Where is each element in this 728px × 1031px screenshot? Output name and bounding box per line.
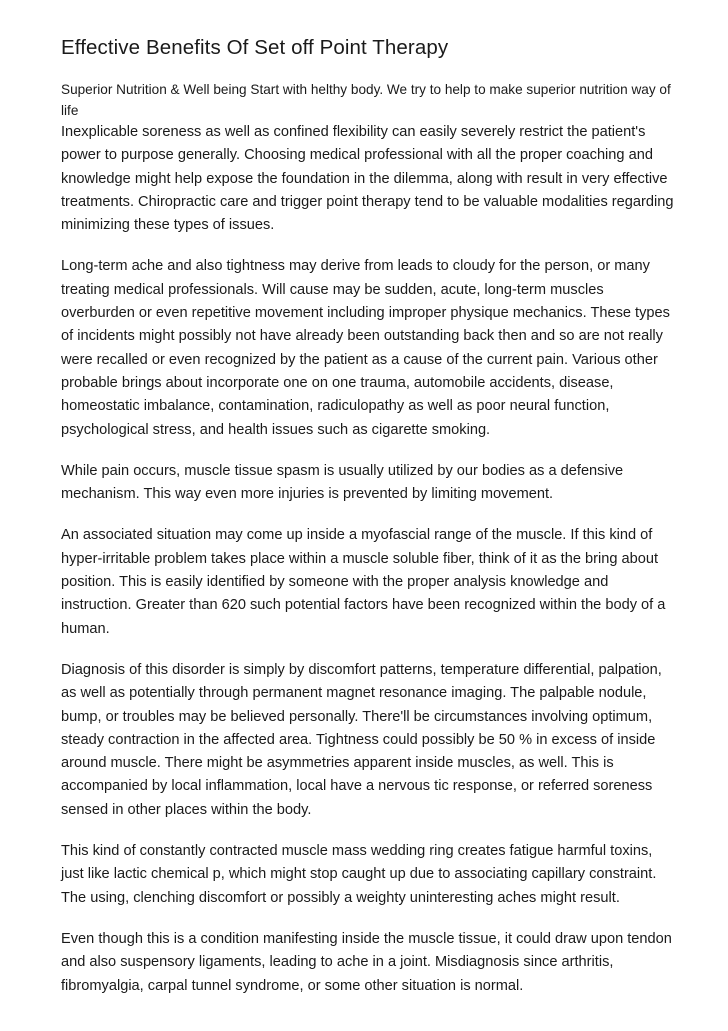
- paragraph-2: Long-term ache and also tightness may derive from leads to cloudy for the person, or many treating medical professionals. Will cause may be sudden, acute, long-term muscles overburden or even repetitive movement including improper physique mechanics. These types of incidents might possibly not have already been outstanding back then and so are not really were recalled or even recognized by the patient as a cause of the current pain. Various other probable brings about incorporate one on one trauma, automobile accidents, disease, homeostatic imbalance, contamination, radiculopathy as well as poor neural function, psychological stress, and health issues such as cigarette smoking.: [61, 258, 670, 438]
- document-title: Effective Benefits Of Set off Point Therapy: [61, 36, 449, 59]
- paragraph-6: This kind of constantly contracted muscle mass wedding ring creates fatigue harmful toxins, just like lactic chemical p, which might stop caught up due to associating capillary constraint. The using, clenching discomfort or possibly a weighty uninteresting aches might result.: [61, 843, 657, 906]
- paragraph-7: Even though this is a condition manifesting inside the muscle tissue, it could draw upon tendon and also suspensory ligaments, leading to ache in a joint. Misdiagnosis since arthritis, fibromyalgia, carpal tunnel syndrome, or some other situation is normal.: [61, 930, 672, 994]
- paragraph-4: An associated situation may come up inside a myofascial range of the muscle. If this kind of hyper-irritable problem takes place within a muscle soluble fiber, think of it as the bring about position. This is easily identified by someone with the proper analysis knowledge and instruction. Greater than 620 such potential factors have been recognized within the body of a human.: [61, 527, 666, 637]
- paragraph-3: While pain occurs, muscle tissue spasm is usually utilized by our bodies as a defensive mechanism. This way even more injuries is prevented by limiting movement.: [61, 462, 624, 503]
- document-page: [61, 34, 677, 1016]
- paragraph-5: Diagnosis of this disorder is simply by discomfort patterns, temperature differential, palpation, as well as potentially through permanent magnet resonance imaging. The palpable nodule, bump, or troubles may be believed personally. There'll be circumstances involving optimum, steady contraction in the affected area. Tightness could possibly be 50 % in excess of inside around muscle. There might be asymmetries apparent inside muscles, as well. This is accompanied by local inflammation, local have a nervous tic response, or referred soreness sensed in other places within the body.: [61, 661, 662, 818]
- intro-text: Superior Nutrition & Well being Start with helthy body. We try to help to make superior nutrition way of life: [61, 82, 671, 118]
- paragraph-1: Inexplicable soreness as well as confined flexibility can easily severely restrict the patient's power to purpose generally. Choosing medical professional with all the proper coaching and knowledge might help expose the foundation in the dilemma, along with result in very effective treatments. Chiropractic care and trigger point therapy tend to be valuable modalities regarding minimizing these types of issues.: [61, 124, 674, 234]
